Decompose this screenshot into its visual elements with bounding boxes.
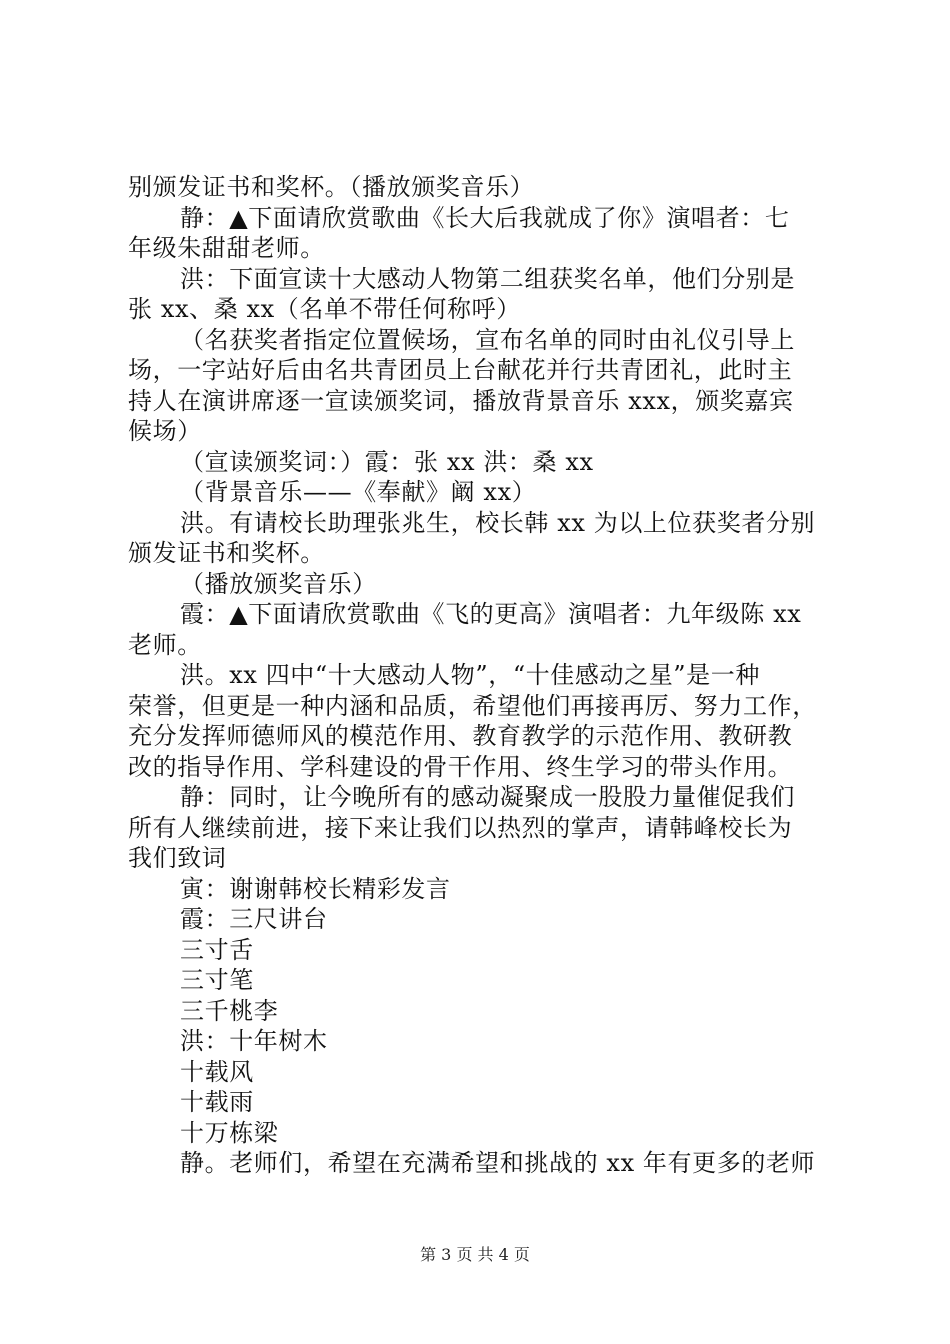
text-line: 三千桃李 [180,996,279,1025]
text-line: 寅：谢谢韩校长精彩发言 [180,874,451,903]
text-line: 老师。 [128,630,202,659]
text-line: 十载雨 [180,1088,254,1116]
text-line: 候场） [128,417,202,445]
text-line: 霞：三尺讲台 [180,905,328,933]
page-footer: 第 3 页 共 4 页 [420,1245,530,1264]
text-line: （背景音乐——《奉献》阚 xx） [180,478,537,506]
text-line: 别颁发证书和奖杯。（播放颁奖音乐） [128,173,535,201]
text-line: 我们致词 [128,844,227,872]
text-line: 荣誉，但更是一种内涵和品质，希望他们再接再厉、努力工作， [128,691,817,720]
text-line: 洪：下面宣读十大感动人物第二组获奖名单，他们分别是 [180,264,795,293]
text-line: 持人在演讲席逐一宣读颁奖词，播放背景音乐 xxx，颁奖嘉宾 [128,386,794,415]
text-line: 静。老师们，希望在充满希望和挑战的 xx 年有更多的老师 [180,1149,816,1177]
text-line: 改的指导作用、学科建设的骨干作用、终生学习的带头作用。 [128,752,793,781]
text-line: （宣读颁奖词：）霞：张 xx 洪：桑 xx [180,447,594,476]
text-line: 张 xx、桑 xx（名单不带任何称呼） [128,295,521,323]
text-line: 静：▲下面请欣赏歌曲《长大后我就成了你》演唱者：七 [180,203,790,232]
text-line: 场，一字站好后由名共青团员上台献花并行共青团礼，此时主 [128,356,793,384]
text-line: 三寸笔 [180,966,254,994]
text-line: 充分发挥师德师风的模范作用、教育教学的示范作用、教研教 [128,722,793,750]
text-line: 颁发证书和奖杯。 [128,539,325,567]
text-line: 霞：▲下面请欣赏歌曲《飞的更高》演唱者：九年级陈 xx [180,600,802,628]
text-line: 洪：十年树木 [180,1027,328,1055]
text-line: 十载风 [180,1057,254,1086]
text-line: 十万栋梁 [180,1118,279,1147]
text-line: （名获奖者指定位置候场，宣布名单的同时由礼仪引导上 [180,325,795,354]
text-line: 洪。有请校长助理张兆生，校长韩 xx 为以上位获奖者分别 [180,508,816,537]
document-body [128,172,838,1179]
text-line: （播放颁奖音乐） [180,569,377,598]
text-line: 三寸舌 [180,935,254,964]
text-line: 年级朱甜甜老师。 [128,234,325,262]
text-line: 洪。xx 四中“十大感动人物”，“十佳感动之星”是一种 [180,661,760,689]
text-line: 静：同时，让今晚所有的感动凝聚成一股股力量催促我们 [180,783,795,811]
text-line: 所有人继续前进，接下来让我们以热烈的掌声，请韩峰校长为 [128,813,793,842]
